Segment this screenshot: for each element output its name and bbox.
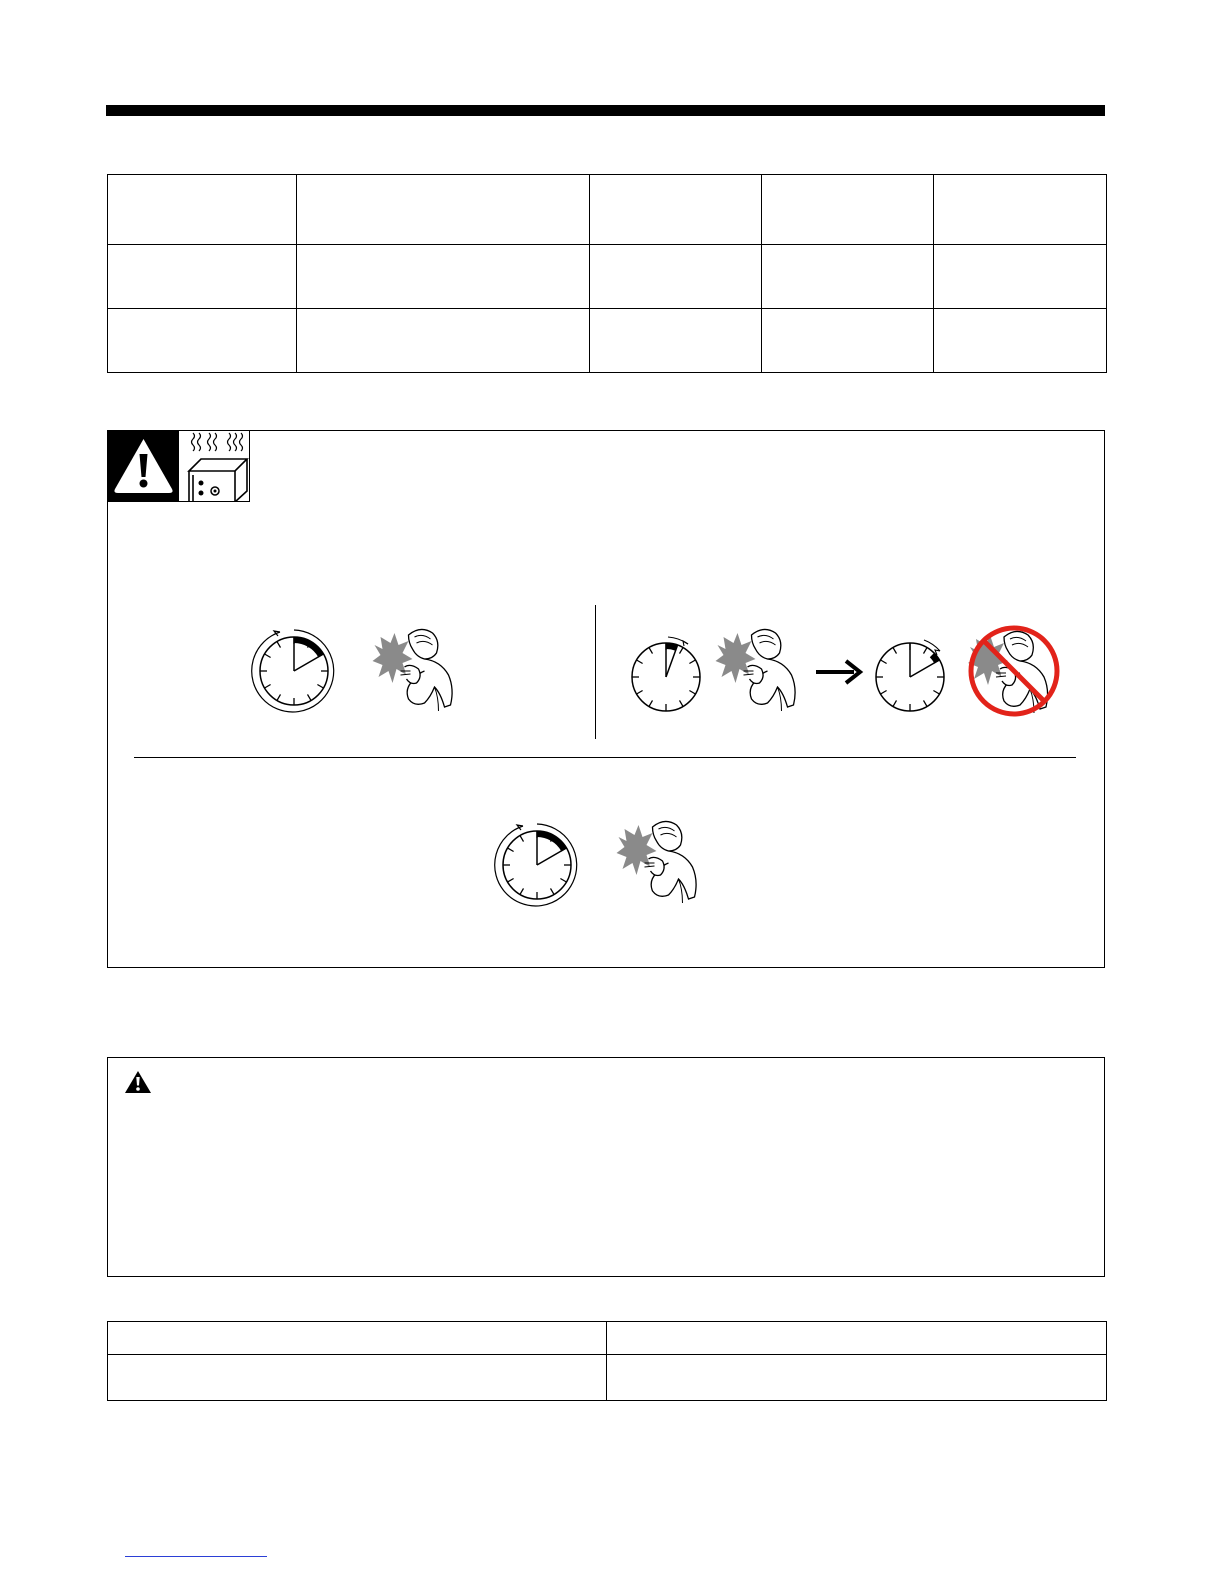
table-cell <box>108 309 297 373</box>
arrow-right-icon <box>814 657 866 687</box>
table-cell <box>297 245 590 309</box>
welder-icon <box>614 819 709 909</box>
bottom-table <box>107 1321 1107 1401</box>
table-cell <box>590 309 762 373</box>
duty-cycle-clock-icon <box>487 815 587 915</box>
table-cell <box>590 175 762 245</box>
duty-cycle-clock-icon <box>616 627 716 727</box>
duty-cycle-clock-icon <box>860 627 960 727</box>
table-row <box>108 309 1107 373</box>
duty-cycle-clock-icon <box>244 621 344 721</box>
divider <box>134 757 1076 758</box>
duty-cycle-box <box>107 430 1105 968</box>
overheating-unit-icon <box>179 431 250 502</box>
table-row <box>108 245 1107 309</box>
table-cell <box>934 309 1107 373</box>
welder-icon <box>713 627 808 717</box>
table-cell <box>762 175 934 245</box>
footer-link[interactable] <box>125 1556 267 1557</box>
table-cell <box>934 245 1107 309</box>
table-cell <box>108 1322 607 1355</box>
table-cell <box>297 309 590 373</box>
table-row <box>108 1322 1107 1355</box>
divider <box>595 605 596 739</box>
welder-icon <box>370 627 465 717</box>
table-cell <box>108 1355 607 1401</box>
table-cell <box>108 245 297 309</box>
table-row <box>108 175 1107 245</box>
table-cell <box>607 1355 1107 1401</box>
header-rule <box>106 105 1105 116</box>
table-row <box>108 1355 1107 1401</box>
table-cell <box>762 309 934 373</box>
caution-box <box>107 1057 1105 1277</box>
table-cell <box>934 175 1107 245</box>
warning-triangle-icon <box>108 431 179 502</box>
no-welding-prohibited-icon <box>966 623 1062 719</box>
table-cell <box>108 175 297 245</box>
spec-table <box>107 174 1107 373</box>
table-cell <box>762 245 934 309</box>
table-cell <box>297 175 590 245</box>
table-cell <box>590 245 762 309</box>
table-cell <box>607 1322 1107 1355</box>
warning-triangle-icon <box>124 1070 152 1094</box>
